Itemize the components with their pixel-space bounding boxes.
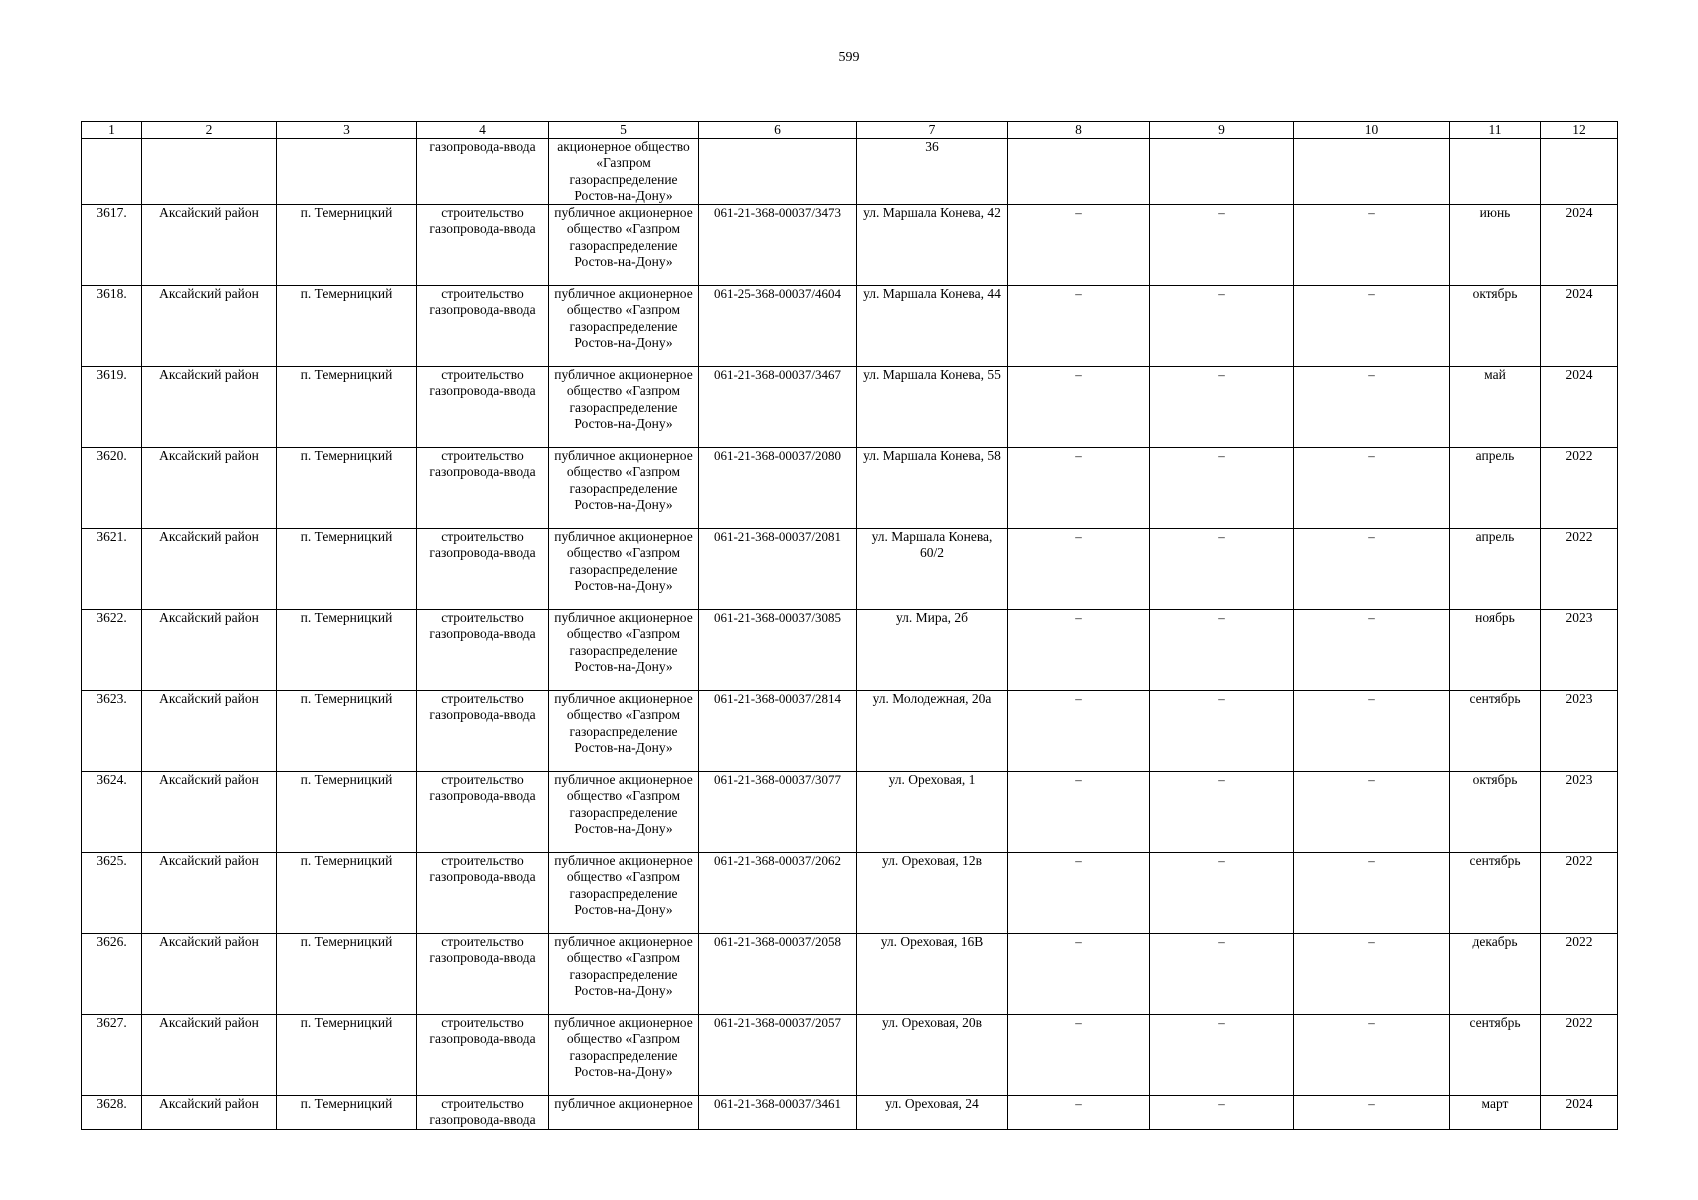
cell-organization: публичное акционерное общество «Газпром газораспределение Ростов-на-Дону»	[549, 691, 699, 772]
cell-empty	[1150, 139, 1294, 205]
cell-cadastre-number: 061-21-368-00037/3077	[699, 772, 857, 853]
page-number: 599	[838, 50, 860, 65]
cell-cadastre-number: 061-21-368-00037/2058	[699, 934, 857, 1015]
cell-row-number: 3627.	[82, 1015, 142, 1096]
cell-column-8: –	[1008, 691, 1150, 772]
cell-month: сентябрь	[1450, 691, 1541, 772]
cell-work-type: строительство газопровода-ввода	[417, 286, 549, 367]
cell-address: 36	[857, 139, 1008, 205]
cell-column-9: –	[1150, 610, 1294, 691]
table-row	[82, 691, 1618, 772]
table-row	[82, 934, 1618, 1015]
cell-column-8: –	[1008, 205, 1150, 286]
column-header: 12	[1541, 122, 1618, 139]
column-header: 11	[1450, 122, 1541, 139]
cell-address: ул. Ореховая, 24	[857, 1096, 1008, 1130]
cell-column-10: –	[1294, 205, 1450, 286]
cell-month: октябрь	[1450, 772, 1541, 853]
cell-row-number: 3622.	[82, 610, 142, 691]
cell-cadastre-number: 061-21-368-00037/3473	[699, 205, 857, 286]
cell-year: 2022	[1541, 1015, 1618, 1096]
cell-row-number: 3619.	[82, 367, 142, 448]
cell-column-8: –	[1008, 934, 1150, 1015]
cell-year: 2023	[1541, 772, 1618, 853]
table-row	[82, 1015, 1618, 1096]
cell-month: апрель	[1450, 448, 1541, 529]
cell-work-type: газопровода-ввода	[417, 139, 549, 205]
cell-year: 2022	[1541, 934, 1618, 1015]
cell-district: Аксайский район	[142, 205, 277, 286]
cell-column-9: –	[1150, 934, 1294, 1015]
cell-column-10: –	[1294, 934, 1450, 1015]
cell-column-8: –	[1008, 772, 1150, 853]
cell-row-number: 3624.	[82, 772, 142, 853]
table-row	[82, 772, 1618, 853]
cell-organization: публичное акционерное общество «Газпром газораспределение Ростов-на-Дону»	[549, 772, 699, 853]
cell-cadastre-number: 061-21-368-00037/2814	[699, 691, 857, 772]
cell-work-type: строительство газопровода-ввода	[417, 529, 549, 610]
cell-year: 2024	[1541, 286, 1618, 367]
cell-cadastre-number: 061-21-368-00037/2081	[699, 529, 857, 610]
cell-work-type: строительство газопровода-ввода	[417, 610, 549, 691]
cell-organization: публичное акционерное общество «Газпром газораспределение Ростов-на-Дону»	[549, 529, 699, 610]
cell-column-8: –	[1008, 367, 1150, 448]
cell-month: сентябрь	[1450, 853, 1541, 934]
cell-cadastre-number: 061-21-368-00037/3085	[699, 610, 857, 691]
cell-column-10: –	[1294, 1096, 1450, 1130]
cell-empty	[142, 139, 277, 205]
cell-row-number: 3623.	[82, 691, 142, 772]
cell-column-9: –	[1150, 691, 1294, 772]
cell-month: май	[1450, 367, 1541, 448]
cell-column-8: –	[1008, 610, 1150, 691]
cell-month: октябрь	[1450, 286, 1541, 367]
cell-district: Аксайский район	[142, 853, 277, 934]
cell-column-9: –	[1150, 772, 1294, 853]
cell-year: 2024	[1541, 1096, 1618, 1130]
cell-district: Аксайский район	[142, 1096, 277, 1130]
table-row	[82, 205, 1618, 286]
column-number-row	[82, 122, 1618, 139]
cell-column-10: –	[1294, 286, 1450, 367]
cell-address: ул. Маршала Конева, 44	[857, 286, 1008, 367]
cell-year: 2023	[1541, 610, 1618, 691]
cell-district: Аксайский район	[142, 367, 277, 448]
cell-settlement: п. Темерницкий	[277, 448, 417, 529]
cell-column-8: –	[1008, 853, 1150, 934]
cell-work-type: строительство газопровода-ввода	[417, 1096, 549, 1130]
cell-column-10: –	[1294, 1015, 1450, 1096]
cell-district: Аксайский район	[142, 529, 277, 610]
cell-settlement: п. Темерницкий	[277, 1015, 417, 1096]
cell-year: 2023	[1541, 691, 1618, 772]
column-header: 2	[142, 122, 277, 139]
table-body	[82, 139, 1618, 1130]
cell-column-8: –	[1008, 286, 1150, 367]
cell-empty	[82, 139, 142, 205]
cell-cadastre-number: 061-21-368-00037/3467	[699, 367, 857, 448]
cell-work-type: строительство газопровода-ввода	[417, 772, 549, 853]
table-header	[82, 122, 1618, 139]
cell-organization: публичное акционерное общество «Газпром газораспределение Ростов-на-Дону»	[549, 934, 699, 1015]
cell-column-10: –	[1294, 691, 1450, 772]
cell-cadastre-number: 061-21-368-00037/2080	[699, 448, 857, 529]
cell-organization: публичное акционерное	[549, 1096, 699, 1130]
cell-settlement: п. Темерницкий	[277, 691, 417, 772]
cell-settlement: п. Темерницкий	[277, 853, 417, 934]
cell-row-number: 3617.	[82, 205, 142, 286]
cell-column-10: –	[1294, 529, 1450, 610]
column-header: 10	[1294, 122, 1450, 139]
cell-settlement: п. Темерницкий	[277, 529, 417, 610]
cell-empty	[1294, 139, 1450, 205]
cell-organization: публичное акционерное общество «Газпром газораспределение Ростов-на-Дону»	[549, 1015, 699, 1096]
cell-settlement: п. Темерницкий	[277, 610, 417, 691]
cell-organization: публичное акционерное общество «Газпром газораспределение Ростов-на-Дону»	[549, 853, 699, 934]
cell-organization: публичное акционерное общество «Газпром газораспределение Ростов-на-Дону»	[549, 367, 699, 448]
cell-address: ул. Ореховая, 12в	[857, 853, 1008, 934]
column-header: 3	[277, 122, 417, 139]
cell-settlement: п. Темерницкий	[277, 772, 417, 853]
cell-organization: публичное акционерное общество «Газпром газораспределение Ростов-на-Дону»	[549, 205, 699, 286]
cell-empty	[699, 139, 857, 205]
table-row	[82, 448, 1618, 529]
cell-district: Аксайский район	[142, 772, 277, 853]
cell-cadastre-number: 061-21-368-00037/2062	[699, 853, 857, 934]
cell-column-8: –	[1008, 1096, 1150, 1130]
cell-year: 2024	[1541, 205, 1618, 286]
table-row	[82, 367, 1618, 448]
cell-address: ул. Ореховая, 20в	[857, 1015, 1008, 1096]
cell-column-10: –	[1294, 853, 1450, 934]
cell-column-9: –	[1150, 286, 1294, 367]
cell-row-number: 3620.	[82, 448, 142, 529]
cell-year: 2022	[1541, 853, 1618, 934]
cell-column-10: –	[1294, 367, 1450, 448]
cell-settlement: п. Темерницкий	[277, 1096, 417, 1130]
gas-connection-registry-table	[81, 121, 1618, 1130]
cell-month: декабрь	[1450, 934, 1541, 1015]
cell-column-9: –	[1150, 1096, 1294, 1130]
cell-empty	[1008, 139, 1150, 205]
cell-row-number: 3618.	[82, 286, 142, 367]
cell-empty	[1450, 139, 1541, 205]
cell-row-number: 3628.	[82, 1096, 142, 1130]
cell-work-type: строительство газопровода-ввода	[417, 691, 549, 772]
cell-cadastre-number: 061-21-368-00037/3461	[699, 1096, 857, 1130]
column-header: 9	[1150, 122, 1294, 139]
cell-settlement: п. Темерницкий	[277, 286, 417, 367]
cell-cadastre-number: 061-21-368-00037/2057	[699, 1015, 857, 1096]
table-row	[82, 853, 1618, 934]
cell-district: Аксайский район	[142, 1015, 277, 1096]
cell-row-number: 3625.	[82, 853, 142, 934]
cell-organization: акционерное общество «Газпром газораспределение Ростов-на-Дону»	[549, 139, 699, 205]
cell-work-type: строительство газопровода-ввода	[417, 448, 549, 529]
cell-column-10: –	[1294, 610, 1450, 691]
continuation-row	[82, 139, 1618, 205]
cell-column-9: –	[1150, 853, 1294, 934]
table-row	[82, 286, 1618, 367]
cell-work-type: строительство газопровода-ввода	[417, 205, 549, 286]
cell-district: Аксайский район	[142, 934, 277, 1015]
cell-column-10: –	[1294, 772, 1450, 853]
cell-column-9: –	[1150, 1015, 1294, 1096]
cell-district: Аксайский район	[142, 691, 277, 772]
cell-work-type: строительство газопровода-ввода	[417, 367, 549, 448]
column-header: 8	[1008, 122, 1150, 139]
cell-year: 2024	[1541, 367, 1618, 448]
cell-year: 2022	[1541, 448, 1618, 529]
cell-empty	[1541, 139, 1618, 205]
cell-organization: публичное акционерное общество «Газпром газораспределение Ростов-на-Дону»	[549, 448, 699, 529]
cell-address: ул. Маршала Конева, 58	[857, 448, 1008, 529]
cell-address: ул. Ореховая, 1	[857, 772, 1008, 853]
cell-address: ул. Мира, 2б	[857, 610, 1008, 691]
cell-district: Аксайский район	[142, 610, 277, 691]
cell-address: ул. Маршала Конева, 42	[857, 205, 1008, 286]
cell-address: ул. Маршала Конева, 60/2	[857, 529, 1008, 610]
cell-organization: публичное акционерное общество «Газпром газораспределение Ростов-на-Дону»	[549, 610, 699, 691]
cell-month: апрель	[1450, 529, 1541, 610]
cell-empty	[277, 139, 417, 205]
column-header: 6	[699, 122, 857, 139]
cell-column-9: –	[1150, 448, 1294, 529]
cell-column-9: –	[1150, 205, 1294, 286]
cell-month: март	[1450, 1096, 1541, 1130]
table-row	[82, 1096, 1618, 1130]
column-header: 5	[549, 122, 699, 139]
cell-row-number: 3621.	[82, 529, 142, 610]
cell-column-8: –	[1008, 1015, 1150, 1096]
cell-column-9: –	[1150, 367, 1294, 448]
column-header: 4	[417, 122, 549, 139]
cell-row-number: 3626.	[82, 934, 142, 1015]
table-row	[82, 610, 1618, 691]
cell-settlement: п. Темерницкий	[277, 367, 417, 448]
cell-organization: публичное акционерное общество «Газпром газораспределение Ростов-на-Дону»	[549, 286, 699, 367]
cell-year: 2022	[1541, 529, 1618, 610]
cell-address: ул. Маршала Конева, 55	[857, 367, 1008, 448]
cell-cadastre-number: 061-25-368-00037/4604	[699, 286, 857, 367]
cell-district: Аксайский район	[142, 448, 277, 529]
column-header: 7	[857, 122, 1008, 139]
cell-work-type: строительство газопровода-ввода	[417, 1015, 549, 1096]
cell-column-8: –	[1008, 448, 1150, 529]
column-header: 1	[82, 122, 142, 139]
cell-address: ул. Молодежная, 20а	[857, 691, 1008, 772]
cell-settlement: п. Темерницкий	[277, 934, 417, 1015]
cell-work-type: строительство газопровода-ввода	[417, 934, 549, 1015]
cell-month: сентябрь	[1450, 1015, 1541, 1096]
cell-settlement: п. Темерницкий	[277, 205, 417, 286]
cell-column-10: –	[1294, 448, 1450, 529]
cell-column-8: –	[1008, 529, 1150, 610]
cell-column-9: –	[1150, 529, 1294, 610]
cell-address: ул. Ореховая, 16В	[857, 934, 1008, 1015]
cell-district: Аксайский район	[142, 286, 277, 367]
cell-month: ноябрь	[1450, 610, 1541, 691]
cell-work-type: строительство газопровода-ввода	[417, 853, 549, 934]
cell-month: июнь	[1450, 205, 1541, 286]
table-row	[82, 529, 1618, 610]
